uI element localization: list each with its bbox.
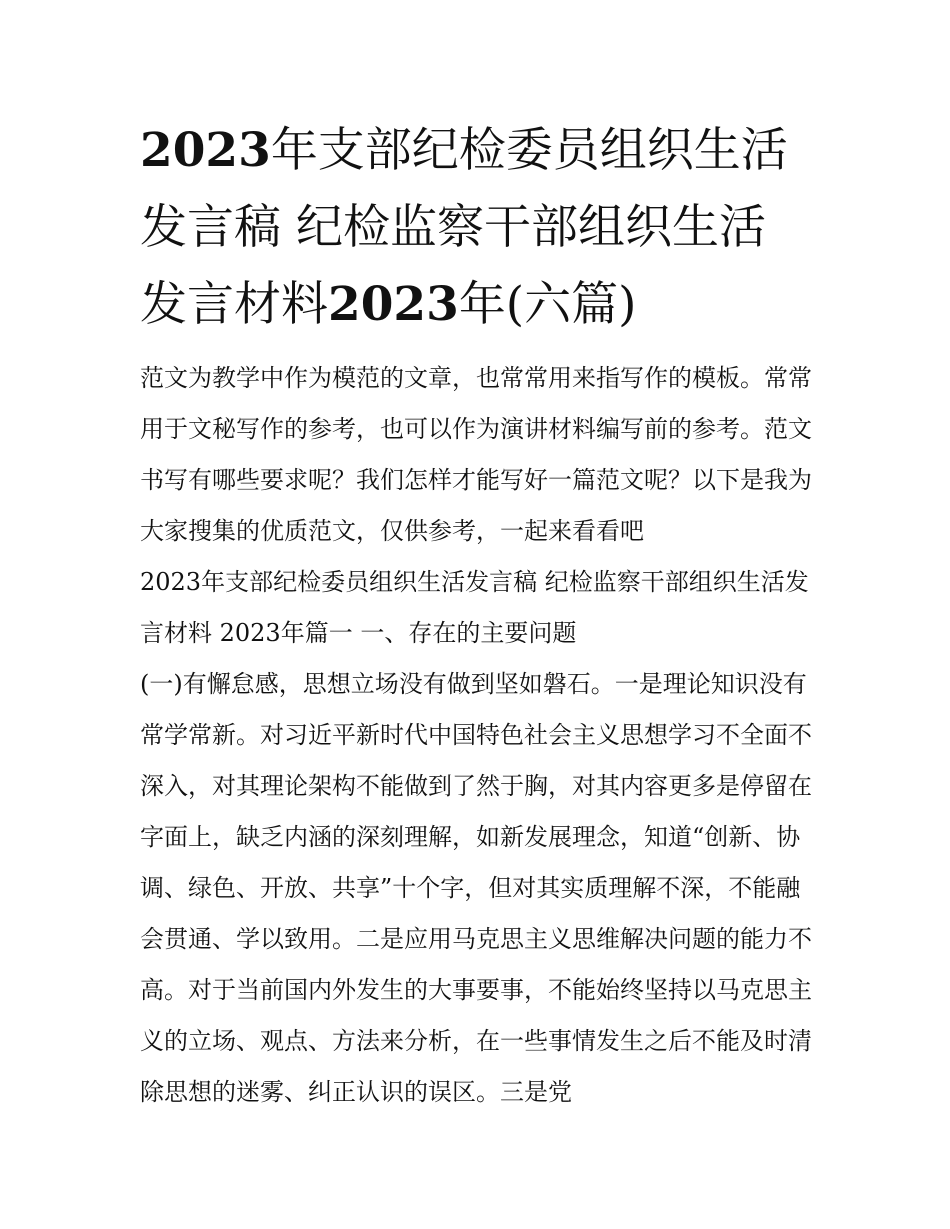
title-year: 2023: [140, 123, 271, 178]
section-heading-paragraph: 2023年支部纪检委员组织生活发言稿 纪检监察干部组织生活发言材料 2023年篇一 一、存在的主要问题: [140, 568, 809, 647]
intro-paragraph: 范文为教学中作为模范的文章，也常常用来指写作的模板。常常用于文秘写作的参考，也可以作为演讲材料编写前的参考。范文书写有哪些要求呢？我们怎样才能写好一篇范文呢？以下是我为大家搜集的优质范文，仅供参考，一起来看看吧: [140, 364, 812, 545]
title-suffix: 年(六篇): [458, 277, 637, 332]
title-main: 年支部纪检委员组织生活发言稿 纪检监察干部组织生活发言材料: [140, 123, 788, 332]
document-content: [140, 112, 812, 1118]
title-year-2: 2023: [328, 277, 459, 332]
document-title: [140, 112, 812, 343]
document-body: [140, 353, 812, 1118]
problem-paragraph: (一)有懈怠感，思想立场没有做到坚如磐石。一是理论知识没有常学常新。对习近平新时代中国特色社会主义思想学习不全面不深入，对其理论架构不能做到了然于胸，对其内容更多是停留在字面上，缺乏内涵的深刻理解，如新发展理念，知道“创新、协调、绿色、开放、共享”十个字，但对其实质理解不深，不能融会贯通、学以致用。二是应用马克思主义思维解决问题的能力不高。对于当前国内外发生的大事要事，不能始终坚持以马克思主义的立场、观点、方法来分析，在一些事情发生之后不能及时清除思想的迷雾、纠正认识的误区。三是党: [140, 670, 812, 1106]
